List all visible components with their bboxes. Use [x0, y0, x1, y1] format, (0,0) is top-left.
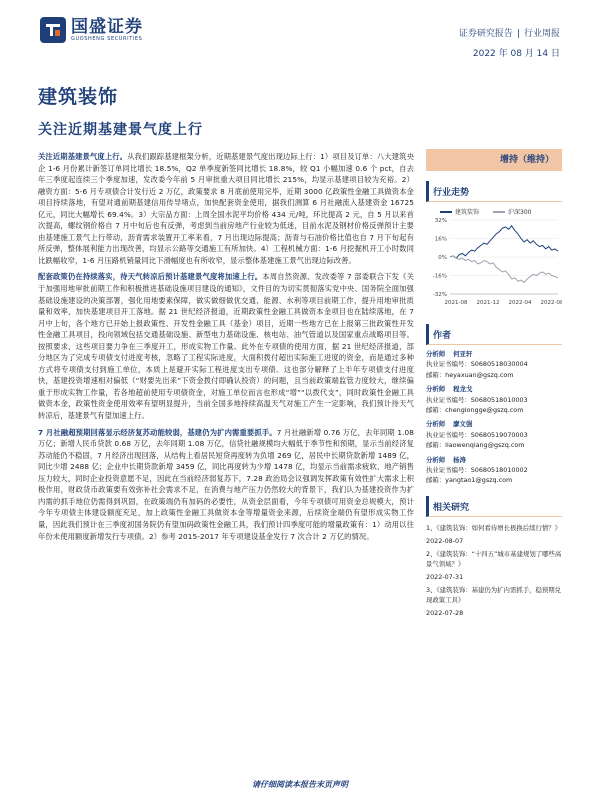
related-item[interactable]: [426, 585, 562, 618]
author-name: 杨涛: [453, 455, 466, 464]
body-paragraph-2: [38, 271, 414, 421]
trend-section-title: 行业走势: [426, 181, 562, 202]
y-tick-label: 0%: [438, 255, 447, 261]
chart-legend: [426, 206, 562, 216]
author-role: 分析师: [426, 385, 446, 394]
related-title[interactable]: 2、《建筑装饰：“十四五”城市基建规划了哪些高景气领域？》: [426, 549, 562, 568]
legend-label: 建筑装饰: [455, 208, 480, 216]
industry-title: 建筑装饰: [38, 86, 119, 108]
y-tick-label: -32%: [432, 292, 447, 298]
company-logo-icon: [40, 17, 66, 43]
y-tick-label: 16%: [434, 236, 447, 243]
author-entry: [426, 455, 562, 486]
report-date: 2022 年 08 月 14 日: [472, 49, 560, 59]
related-date: 2022-07-31: [426, 572, 464, 581]
industry-trend-chart: [426, 206, 562, 314]
x-tick-label: 2022-04: [508, 300, 532, 306]
y-tick-label: -16%: [432, 273, 447, 280]
x-tick-label: 2021-12: [476, 300, 500, 306]
related-date: 2022-08-07: [426, 536, 464, 545]
x-tick-label: 2021-08: [444, 300, 468, 306]
legend-item: [493, 207, 531, 216]
separator: |: [516, 29, 520, 39]
paragraph-lead: 配套政策仍在持续落实，待天气转凉后预计基建景气度将加速上行。: [38, 272, 263, 282]
series-line-csi300: [450, 256, 558, 283]
author-role: 分析师: [426, 420, 446, 429]
author-email[interactable]: 邮箱：chenglongge@gszq.com: [426, 406, 524, 415]
author-list: [426, 349, 562, 486]
x-tick-label: 2022-08: [540, 300, 562, 306]
related-date: 2022-07-28: [426, 608, 464, 617]
paragraph-text: 7 月社融新增 0.76 万亿，去年同期 1.08 万亿；新增人民币贷款 0.68 万亿，去年同期 1.08 万亿，信贷社融规模均大幅低于季节性和预期，显示当前经济复苏动能仍不稳固，7 月经济出现回落，从结构上看居民短贷再度转为负增 269 亿，居民中长期贷款新增 1489 亿，同比少增 2488 亿；企业中长期贷款新增 3459 亿，同比再度转为少增 1478 亿，均显示当前需求疲软、地产销售压力较大，同时企业投资意愿不足，因此在当前经济弱复苏下，7.28 政治局会议强调发挥政策有效性扩大需求上积极作用，财政货币政策要有效弥补社会需求不足，在消费与地产压力仍然较大的背景下，我们认为基建投资作为扩内需的抓手地位仍需得到巩固，在政策端仍有加码的必要性，从资金层面看，今年专项债可用资金总规模大，预计今年专项债主体建设额度充足，加上政策性金融工具做资本金等增量资金来源，后续资金端仍有望形成实物工作量，因此我们预计在三季度初国务院仍有望加码政策性金融工具，我们预计四季度可能的增量政策有：1）动用以往年份未使用额度新增发行专项债。2）参考 2015-2017 年专项建设基金发行 7 次合计 2 万亿的情况。: [38, 427, 414, 541]
author-cert: 执业证书编号：S0680518030004: [426, 360, 528, 369]
legend-label: 沪深300: [508, 208, 532, 216]
body-paragraph-1: [38, 151, 414, 266]
author-name: 程龙戈: [453, 385, 473, 394]
author-role: 分析师: [426, 350, 446, 358]
report-body: [38, 151, 414, 547]
author-name: 廖文强: [453, 420, 473, 429]
author-cert: 执业证书编号：S0680518010002: [426, 466, 528, 475]
company-logo: [40, 17, 143, 43]
author-name: 何亚轩: [453, 350, 473, 358]
sidebar: [426, 149, 562, 621]
author-entry: [426, 384, 562, 415]
report-title: 关注近期基建景气度上行: [38, 122, 203, 138]
author-role: 分析师: [426, 455, 446, 464]
related-research-list: [426, 523, 562, 618]
legend-item: [440, 207, 479, 216]
author-email[interactable]: 邮箱：heyaxuan@gszq.com: [426, 370, 514, 379]
author-cert: 执业证书编号：S0680518010003: [426, 395, 528, 404]
legend-swatch: [493, 211, 505, 213]
author-email[interactable]: 邮箱：liaowenqiang@gszq.com: [426, 441, 525, 450]
author-entry: [426, 419, 562, 450]
related-title[interactable]: 3、《建筑装饰：基建仍为扩内需抓手，稳预期兑现政策工具》: [426, 585, 562, 604]
y-tick-label: 32%: [434, 218, 447, 224]
body-paragraph-3: [38, 427, 414, 542]
report-type: 证券研究报告: [458, 29, 513, 39]
report-header: [0, 0, 600, 60]
legend-swatch: [440, 211, 452, 213]
chart-plot: [426, 216, 562, 312]
author-cert: 执业证书编号：S0680519070003: [426, 430, 528, 439]
paragraph-text: 从我们跟踪基建框架分析，近期基建景气度出现边际上行：1）项目及订单：八大建筑央企 1-6 月份累计新签订单同比增长 18.5%，Q2 单季度新签同比增长 18.8%，较 Q1 小幅加速 0.6 个 pct，自去年三季度起连续三个季度加速，发改委今年前 5 月审批重大项目同比增长 215%，均显示基建项目较为充裕。2）融资方面：5-6 月专项债合计发行近 2 万亿，政策要求 8 月底前使用完毕，近期 3000 亿政策性金融工具做资本金项目持续落地，有望对通前期基建信用传导堵点，加快配套资金使用，据我们测算 6 月社融流入基建资金 16725 亿元，同比大幅增长 69.4%。3）大宗品方面：上周全国水泥平均价格 434 元/吨，环比提高 2 元，自 5 月以来首次提高，螺纹钢价格自 7 月中旬后也有反弹，考虑到当前房地产行业较为低迷，目前水泥及钢材价格反弹预计主要由基建施工景气上行带动，沥青需求装置开工率来看，7 月出现边际提高；沥青与石油价格比值也自 7 月下旬起有所反弹，整体展利能力出现改善，均显示公路等交通施工有所加快。4）工程机械方面：1-6 月挖掘机开工小时数同比跌幅收窄，1-6 月压路机销量同比下滑幅度也有所收窄，显示整体基建施工景气出现边际改善。: [38, 152, 414, 265]
report-type-line: [459, 26, 560, 39]
related-item[interactable]: [426, 523, 562, 546]
footer-disclaimer: 请仔细阅读本报告末页声明: [252, 780, 348, 789]
related-title[interactable]: 1、《建筑装饰：如何看待增长极换后续行情？》: [426, 523, 562, 532]
paragraph-lead: 关注近期基建景气度上行。: [38, 152, 128, 161]
paragraph-text: 本周自然资源、发改委等 7 部委联合下发《关于加强用地审批前期工作和积极推进基础设施项目建设的通知》，文件目的为切实贯彻落实党中央、国务院全面加强基础设施建设的决策部署，强化用地要素保障，做实做细做优交通、能源、水利等项目前期工作，提升用地审批质量和效率，加快基建项目开工落地。据 21 世纪经济报道，近期政策性金融工具做资本金项目也在陆续落地，在 7 月中上旬，各个地方已开始上报政策性、开发性金融工具（基金）项目，近期一些地方已在上报第三批政策性开发性金融工具项目，投向领域包括交通基础设施、新型电力基础设施、核电站、油气管道以及国家重点战略项目等。按照要求，这些项目要力争在三季度开工，形成实物工作量。此外在专项债的使用方面，据 21 世纪经济报道，部分地区为了完成专项债支付进度考核，忽略了工程实际进度，大面积拨付超出实际施工进度的资金，而是通过多种方式将专项债支付到施工单位，本质上是避开实际工程进度支出专项债。这也部分解释了上半年专项债支付进度快，基建投资增速相对偏低（“财要先出来”下资金拨付即确认投资）的问题，且当前政策端监管力度较大，继续偏重于形成实物工作量，若各地超前使用专项债资金，对施工单位而言也形成“增”“以拨代支”，同时政策性金融工具做资本金，政策性资金使用效率有望明显提升，当前全国多地持续高温天气对施工产生一定影响，我们预计待天气转凉后，基建景气有望加速上行。: [38, 272, 415, 421]
author-email[interactable]: 邮箱：yangtao1@gszq.com: [426, 476, 513, 485]
series-line-construction: [450, 226, 558, 258]
report-category: 行业周报: [523, 29, 560, 39]
authors-section-title: 作者: [426, 324, 562, 345]
paragraph-lead: 7 月社融超预期回落显示经济复苏动能较弱，基建仍为扩内需重要抓手。: [38, 427, 277, 437]
related-item[interactable]: [426, 549, 562, 582]
rating-badge: 增持（维持）: [426, 149, 562, 171]
company-name-en: GUOSHENG SECURITIES: [71, 35, 143, 42]
company-name-cn: 国盛证券: [71, 16, 143, 37]
related-section-title: 相关研究: [426, 496, 562, 517]
author-entry: [426, 349, 562, 380]
